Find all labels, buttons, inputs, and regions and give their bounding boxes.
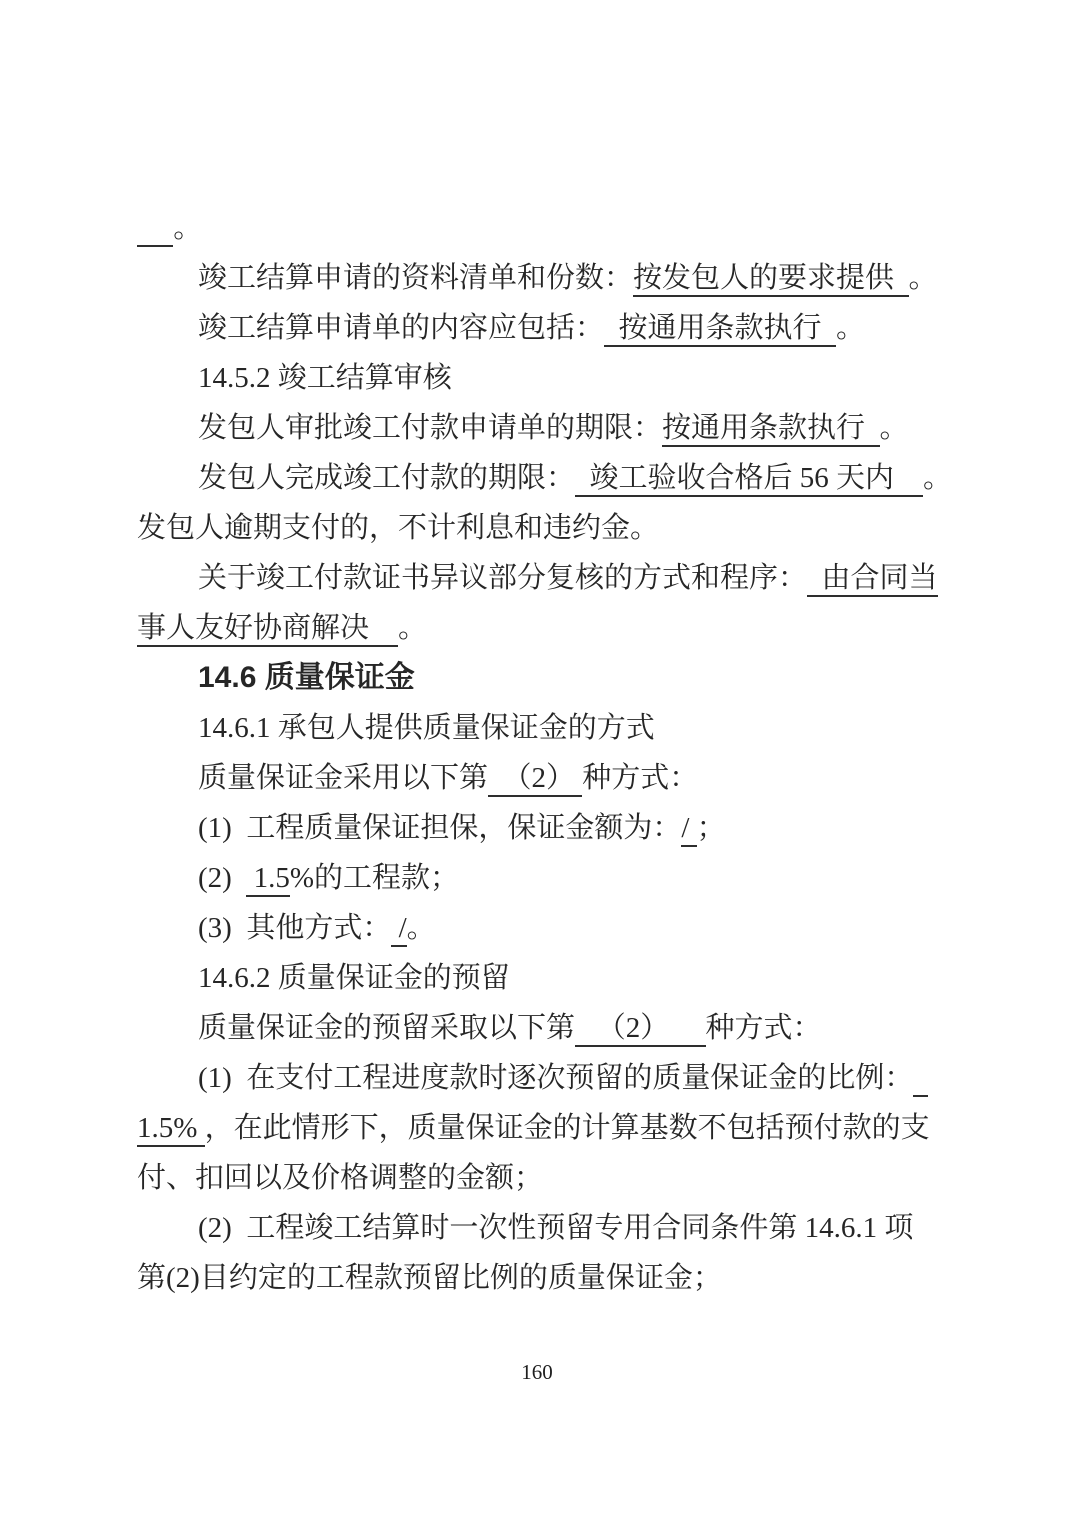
text-line	[137, 1253, 943, 1303]
text-run: 。	[406, 912, 436, 944]
fill-in-blank: 按发包人的要求提供	[633, 262, 909, 297]
fill-in-blank	[137, 212, 173, 247]
text-run: ，在此情形下，质量保证金的计算基数不包括预付款的支	[204, 1112, 930, 1144]
fill-in-blank: 由合同当	[807, 562, 938, 597]
section-heading	[137, 653, 943, 703]
text-run: 关于竣工付款证书异议部分复核的方式和程序：	[198, 562, 808, 594]
text-line	[137, 1003, 943, 1053]
text-line	[137, 1053, 943, 1103]
text-run: (1) 工程质量保证担保，保证金额为：	[198, 812, 682, 844]
text-run: 14.5.2 竣工结算审核	[198, 362, 452, 394]
text-run: (1) 在支付工程进度款时逐次预留的质量保证金的比例：	[198, 1062, 914, 1094]
fill-in-blank: 1.5%	[137, 1112, 205, 1147]
text-run: 。	[398, 612, 428, 644]
text-line	[137, 803, 943, 853]
text-run: 种方式：	[705, 1012, 822, 1044]
text-line	[137, 553, 943, 603]
text-line	[137, 703, 943, 753]
text-line	[137, 903, 943, 953]
text-run: 14.6 质量保证金	[198, 661, 415, 694]
text-run: 发包人审批竣工付款申请单的期限：	[198, 412, 663, 444]
text-run: 竣工结算申请单的内容应包括：	[198, 312, 605, 344]
text-run: %的工程款；	[289, 862, 459, 894]
fill-in-blank: 按通用条款执行	[604, 312, 836, 347]
fill-in-blank	[913, 1062, 928, 1097]
text-run: 。	[908, 262, 938, 294]
text-line	[137, 353, 943, 403]
text-line	[137, 203, 943, 253]
fill-in-blank: 按通用条款执行	[662, 412, 880, 447]
text-line	[137, 403, 943, 453]
fill-in-blank: /	[391, 912, 406, 947]
fill-in-blank: 竣工验收合格后 56 天内	[575, 462, 923, 497]
text-line	[137, 303, 943, 353]
text-run: (3) 其他方式：	[198, 912, 392, 944]
fill-in-blank: 事人友好协商解决	[137, 612, 398, 647]
fill-in-blank: /	[681, 812, 696, 847]
text-line	[137, 853, 943, 903]
text-run: 第(2)目约定的工程款预留比例的质量保证金；	[137, 1262, 722, 1294]
text-run: (2) 工程竣工结算时一次性预留专用合同条件第 14.6.1 项	[198, 1212, 914, 1244]
text-line	[137, 603, 943, 653]
text-run: 14.6.1 承包人提供质量保证金的方式	[198, 712, 655, 744]
text-line	[137, 1153, 943, 1203]
text-run: 发包人完成竣工付款的期限：	[198, 462, 576, 494]
text-run: 发包人逾期支付的，不计利息和违约金。	[137, 512, 660, 544]
text-line	[137, 953, 943, 1003]
text-run: ；	[696, 812, 726, 844]
text-run: 质量保证金采用以下第	[198, 762, 489, 794]
text-run: 。	[173, 212, 203, 244]
text-run: 。	[836, 312, 866, 344]
text-run: (2)	[198, 862, 247, 894]
text-line	[137, 1203, 943, 1253]
text-run: 质量保证金的预留采取以下第	[198, 1012, 576, 1044]
fill-in-blank: （2）	[488, 762, 582, 797]
page-content	[137, 203, 953, 1303]
text-line	[137, 253, 943, 303]
text-run: 14.6.2 质量保证金的预留	[198, 962, 510, 994]
fill-in-blank: （2）	[575, 1012, 706, 1047]
text-run: 付、扣回以及价格调整的金额；	[137, 1162, 544, 1194]
text-line	[137, 1103, 943, 1153]
text-run: 竣工结算申请的资料清单和份数：	[198, 262, 634, 294]
text-line	[137, 503, 943, 553]
page-number: 160	[521, 1360, 553, 1384]
fill-in-blank: 1.5	[246, 862, 290, 897]
text-line	[137, 453, 953, 503]
text-run: 。	[923, 462, 953, 494]
text-run: 种方式：	[582, 762, 699, 794]
text-run: 。	[879, 412, 909, 444]
text-line	[137, 753, 943, 803]
